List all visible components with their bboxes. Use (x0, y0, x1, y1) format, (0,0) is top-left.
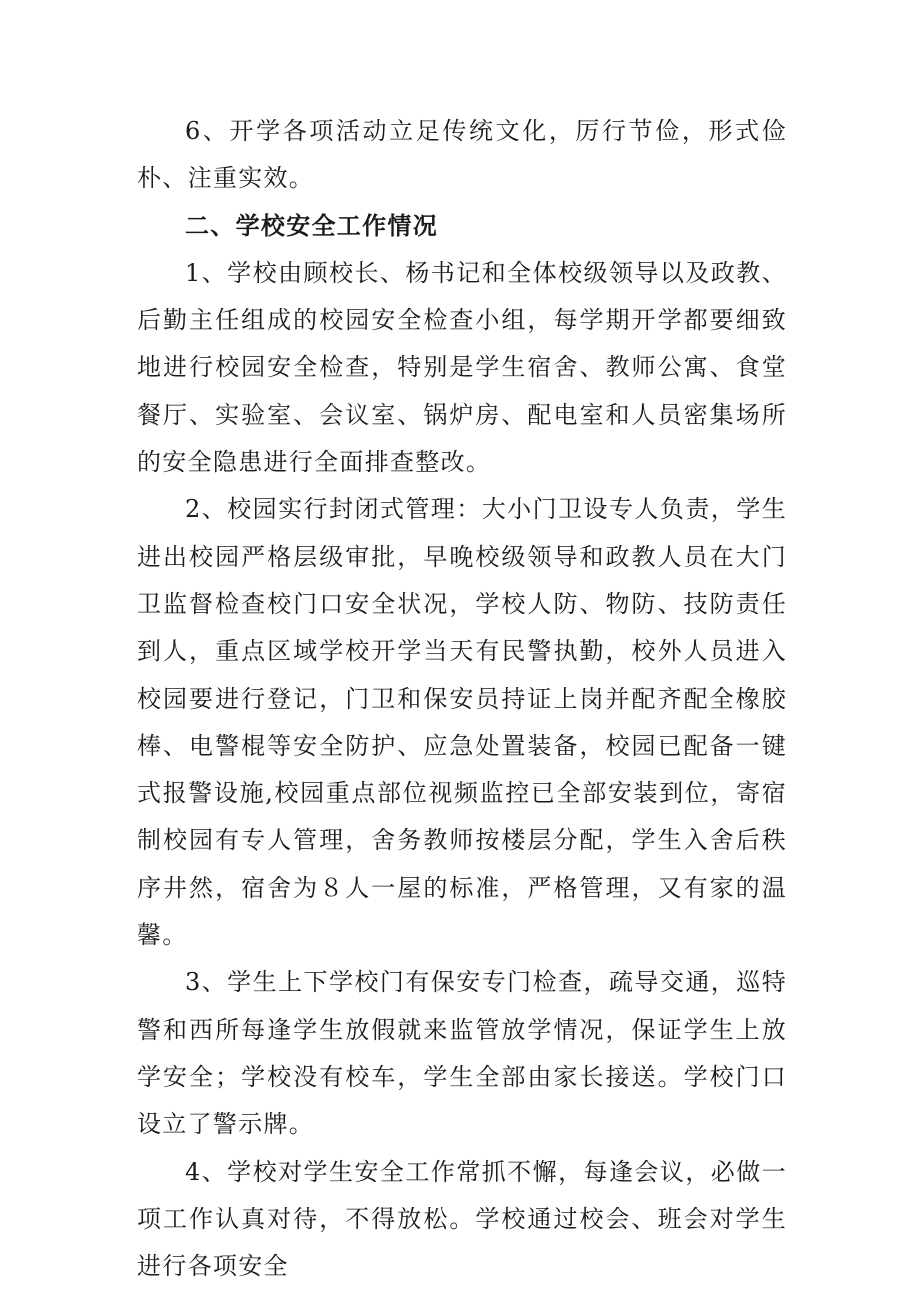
paragraph-item-2: 2、校园实行封闭式管理：大小门卫设专人负责，学生进出校园严格层级审批，早晚校级领导和政教人员在大门卫监督检查校门口安全状况，学校人防、物防、技防责任到人，重点区域学校开学当天有民警执勤，校外人员进入校园要进行登记，门卫和保安员持证上岗并配齐配全橡胶棒、电警棍等安全防护、应急处置装备，校园已配备一键式报警设施,校园重点部位视频监控已全部安装到位，寄宿制校园有专人管理，舍务教师按楼层分配，学生入舍后秩序井然，宿舍为８人一屋的标准，严格管理，又有家的温馨。 (137, 495, 787, 950)
paragraph-item-4: 4、学校对学生安全工作常抓不懈，每逢会议，必做一项工作认真对待，不得放松。学校通过校会、班会对学生进行各项安全 (137, 1157, 787, 1281)
document-body (137, 108, 787, 1290)
paragraph-item-6: 6、开学各项活动立足传统文化，厉行节俭，形式俭朴、注重实效。 (137, 117, 787, 193)
paragraph-item-1: 1、学校由顾校长、杨书记和全体校级领导以及政教、后勤主任组成的校园安全检查小组，每学期开学都要细致地进行校园安全检查，特别是学生宿舍、教师公寓、食堂餐厅、实验室、会议室、锅炉房、配电室和人员密集场所的安全隐患进行全面排查整改。 (137, 258, 787, 477)
paragraph-item-3: 3、学生上下学校门有保安专门检查，疏导交通，巡特警和西所每逢学生放假就来监管放学情况，保证学生上放学安全；学校没有校车，学生全部由家长接送。学校门口设立了警示牌。 (137, 968, 787, 1139)
section-heading-school-safety: 二、学校安全工作情况 (185, 211, 438, 240)
